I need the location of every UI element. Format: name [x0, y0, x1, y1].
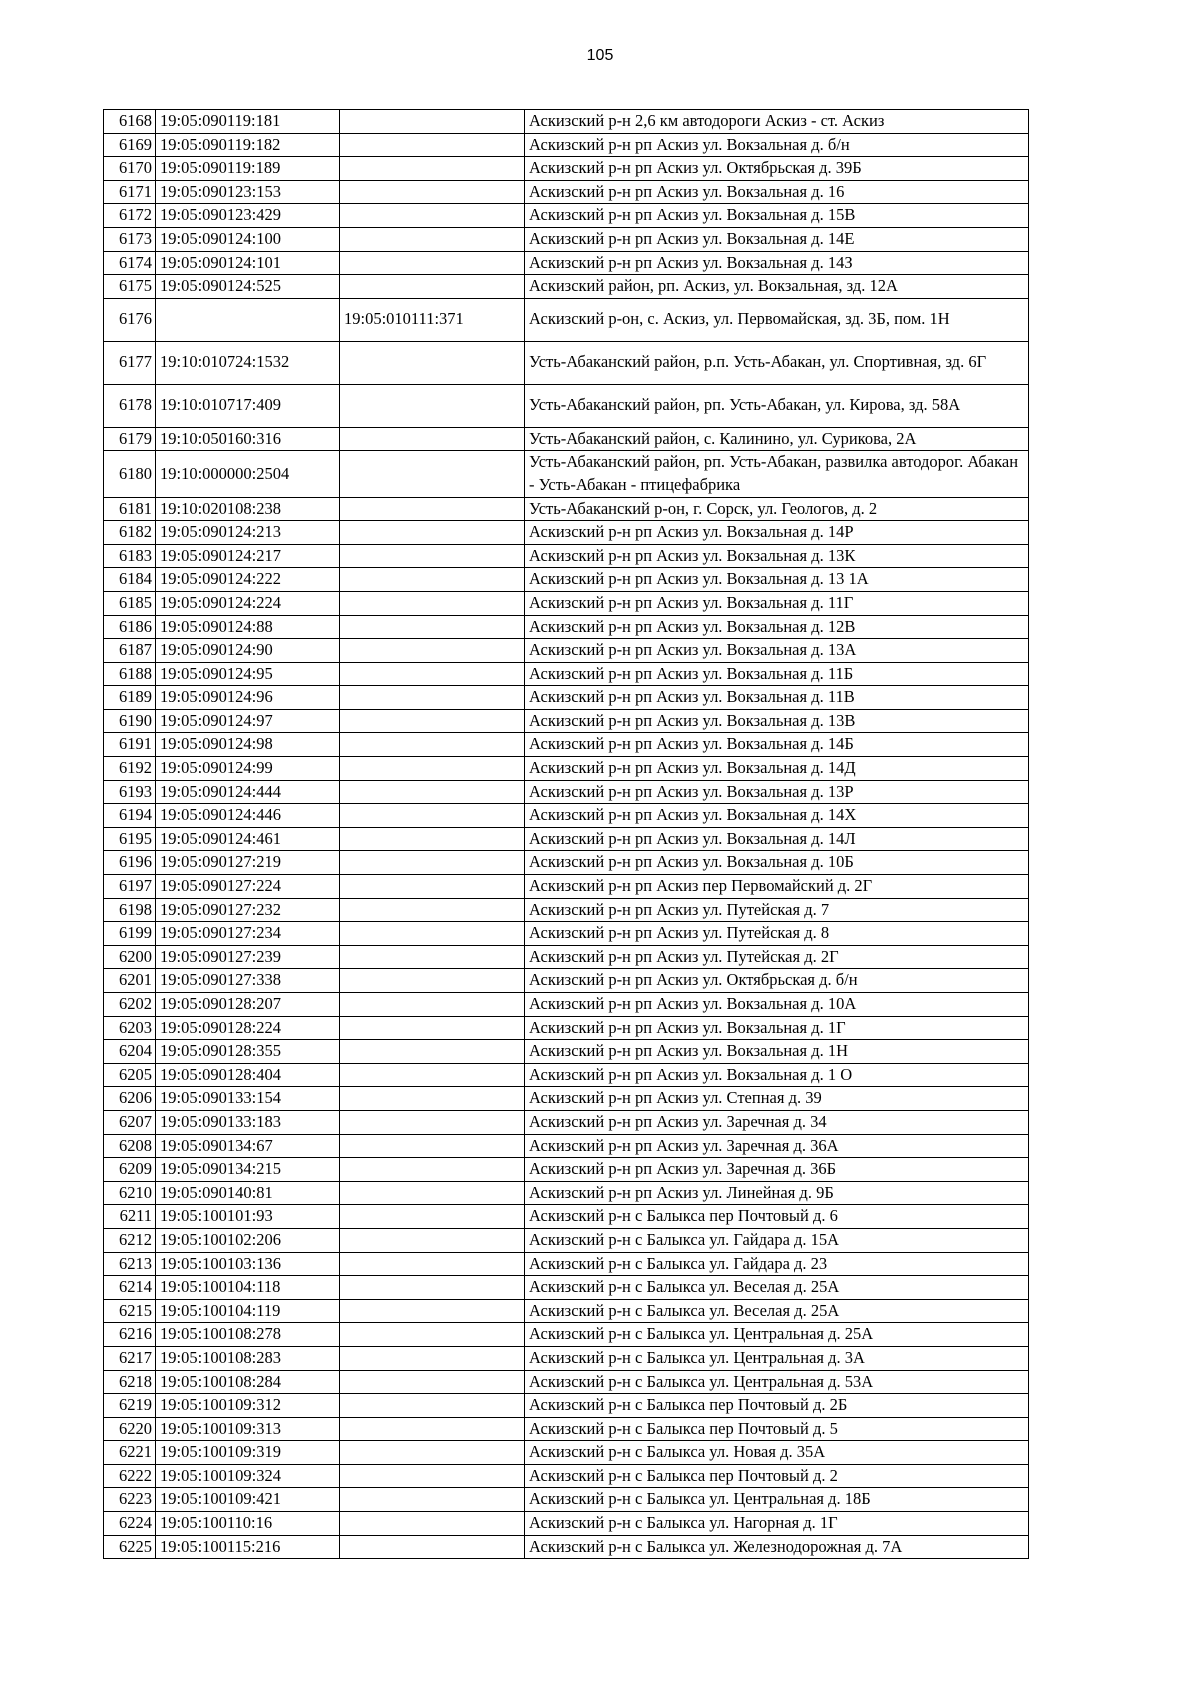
row-number-cell: 6172	[104, 204, 156, 228]
related-cadastral-number-cell	[340, 1512, 525, 1536]
table-row	[104, 1276, 1029, 1300]
table-row	[104, 1134, 1029, 1158]
cadastral-number-cell: 19:05:090133:154	[156, 1087, 340, 1111]
related-cadastral-number-cell	[340, 922, 525, 946]
related-cadastral-number-cell	[340, 1110, 525, 1134]
cadastral-number-cell: 19:05:090127:338	[156, 969, 340, 993]
row-number-cell: 6175	[104, 275, 156, 299]
address-cell: Аскизский р-н рп Аскиз ул. Путейская д. 2Г	[525, 945, 1029, 969]
related-cadastral-number-cell	[340, 180, 525, 204]
cadastral-number-cell: 19:10:050160:316	[156, 427, 340, 451]
related-cadastral-number-cell	[340, 875, 525, 899]
cadastral-number-cell: 19:05:100104:118	[156, 1276, 340, 1300]
row-number-cell: 6209	[104, 1158, 156, 1182]
related-cadastral-number-cell	[340, 427, 525, 451]
address-cell: Аскизский р-н рп Аскиз ул. Вокзальная д. 10Б	[525, 851, 1029, 875]
cadastral-number-cell: 19:05:090124:213	[156, 521, 340, 545]
address-cell: Усть-Абаканский район, рп. Усть-Абакан, ул. Кирова, зд. 58А	[525, 384, 1029, 427]
related-cadastral-number-cell	[340, 521, 525, 545]
related-cadastral-number-cell: 19:05:010111:371	[340, 298, 525, 341]
related-cadastral-number-cell	[340, 993, 525, 1017]
address-cell: Аскизский р-н рп Аскиз ул. Вокзальная д. 15В	[525, 204, 1029, 228]
row-number-cell: 6222	[104, 1464, 156, 1488]
address-cell: Аскизский р-н рп Аскиз ул. Вокзальная д. 13А	[525, 639, 1029, 663]
address-cell: Аскизский р-н рп Аскиз ул. Вокзальная д. 14З	[525, 251, 1029, 275]
row-number-cell: 6193	[104, 780, 156, 804]
table-row	[104, 1016, 1029, 1040]
table-row	[104, 1441, 1029, 1465]
cadastral-number-cell: 19:05:100108:278	[156, 1323, 340, 1347]
table-row	[104, 686, 1029, 710]
address-cell: Усть-Абаканский район, рп. Усть-Абакан, развилка автодорог. Абакан - Усть-Абакан - птицефабрика	[525, 451, 1029, 497]
address-cell: Аскизский р-н рп Аскиз ул. Вокзальная д. 14Б	[525, 733, 1029, 757]
cadastral-number-cell: 19:05:100101:93	[156, 1205, 340, 1229]
address-cell: Аскизский р-н с Балыкса ул. Новая д. 35А	[525, 1441, 1029, 1465]
table-row	[104, 1394, 1029, 1418]
cadastral-number-cell: 19:05:090127:219	[156, 851, 340, 875]
table-row	[104, 993, 1029, 1017]
row-number-cell: 6202	[104, 993, 156, 1017]
cadastral-number-cell: 19:10:010724:1532	[156, 341, 340, 384]
related-cadastral-number-cell	[340, 1441, 525, 1465]
address-cell: Аскизский р-н 2,6 км автодороги Аскиз - ст. Аскиз	[525, 110, 1029, 134]
row-number-cell: 6197	[104, 875, 156, 899]
row-number-cell: 6184	[104, 568, 156, 592]
row-number-cell: 6168	[104, 110, 156, 134]
row-number-cell: 6204	[104, 1040, 156, 1064]
cadastral-number-cell: 19:05:090124:446	[156, 804, 340, 828]
table-row	[104, 341, 1029, 384]
row-number-cell: 6183	[104, 544, 156, 568]
table-row	[104, 384, 1029, 427]
row-number-cell: 6206	[104, 1087, 156, 1111]
table-row	[104, 1252, 1029, 1276]
address-cell: Аскизский р-н с Балыкса ул. Веселая д. 25А	[525, 1276, 1029, 1300]
row-number-cell: 6188	[104, 662, 156, 686]
address-cell: Аскизский р-н рп Аскиз ул. Вокзальная д. 12В	[525, 615, 1029, 639]
table-row	[104, 709, 1029, 733]
row-number-cell: 6225	[104, 1535, 156, 1559]
cadastral-number-cell: 19:05:100109:313	[156, 1417, 340, 1441]
address-cell: Аскизский р-н с Балыкса ул. Гайдара д. 15А	[525, 1228, 1029, 1252]
related-cadastral-number-cell	[340, 1158, 525, 1182]
cadastral-number-cell: 19:05:090140:81	[156, 1181, 340, 1205]
address-cell: Аскизский р-н с Балыкса пер Почтовый д. 5	[525, 1417, 1029, 1441]
related-cadastral-number-cell	[340, 1040, 525, 1064]
related-cadastral-number-cell	[340, 1370, 525, 1394]
row-number-cell: 6177	[104, 341, 156, 384]
related-cadastral-number-cell	[340, 1087, 525, 1111]
row-number-cell: 6180	[104, 451, 156, 497]
row-number-cell: 6208	[104, 1134, 156, 1158]
related-cadastral-number-cell	[340, 341, 525, 384]
cadastral-number-cell: 19:05:090124:101	[156, 251, 340, 275]
table-row	[104, 851, 1029, 875]
row-number-cell: 6212	[104, 1228, 156, 1252]
address-cell: Аскизский р-н с Балыкса ул. Гайдара д. 23	[525, 1252, 1029, 1276]
cadastral-number-cell: 19:05:090124:90	[156, 639, 340, 663]
related-cadastral-number-cell	[340, 568, 525, 592]
related-cadastral-number-cell	[340, 1464, 525, 1488]
row-number-cell: 6215	[104, 1299, 156, 1323]
related-cadastral-number-cell	[340, 1016, 525, 1040]
row-number-cell: 6182	[104, 521, 156, 545]
related-cadastral-number-cell	[340, 497, 525, 521]
cadastral-number-cell: 19:05:090124:97	[156, 709, 340, 733]
row-number-cell: 6203	[104, 1016, 156, 1040]
table-row	[104, 615, 1029, 639]
row-number-cell: 6211	[104, 1205, 156, 1229]
cadastral-number-cell: 19:05:090134:215	[156, 1158, 340, 1182]
row-number-cell: 6220	[104, 1417, 156, 1441]
related-cadastral-number-cell	[340, 110, 525, 134]
address-cell: Аскизский р-н с Балыкса ул. Центральная д. 53А	[525, 1370, 1029, 1394]
cadastral-number-cell	[156, 298, 340, 341]
row-number-cell: 6173	[104, 227, 156, 251]
related-cadastral-number-cell	[340, 1181, 525, 1205]
address-cell: Усть-Абаканский р-он, г. Сорск, ул. Геологов, д. 2	[525, 497, 1029, 521]
row-number-cell: 6214	[104, 1276, 156, 1300]
cadastral-number-cell: 19:05:100109:312	[156, 1394, 340, 1418]
row-number-cell: 6171	[104, 180, 156, 204]
cadastral-number-cell: 19:10:020108:238	[156, 497, 340, 521]
row-number-cell: 6191	[104, 733, 156, 757]
address-cell: Аскизский р-н рп Аскиз ул. Вокзальная д. 14Х	[525, 804, 1029, 828]
table-row	[104, 591, 1029, 615]
row-number-cell: 6201	[104, 969, 156, 993]
cadastral-number-cell: 19:05:090124:100	[156, 227, 340, 251]
address-cell: Аскизский р-н рп Аскиз ул. Вокзальная д. б/н	[525, 133, 1029, 157]
cadastral-number-cell: 19:05:100108:283	[156, 1346, 340, 1370]
related-cadastral-number-cell	[340, 639, 525, 663]
row-number-cell: 6207	[104, 1110, 156, 1134]
table-row	[104, 945, 1029, 969]
table-row	[104, 922, 1029, 946]
row-number-cell: 6205	[104, 1063, 156, 1087]
table-row	[104, 110, 1029, 134]
related-cadastral-number-cell	[340, 133, 525, 157]
related-cadastral-number-cell	[340, 1535, 525, 1559]
table-row	[104, 780, 1029, 804]
related-cadastral-number-cell	[340, 1205, 525, 1229]
related-cadastral-number-cell	[340, 804, 525, 828]
table-row	[104, 1464, 1029, 1488]
cadastral-number-cell: 19:05:090124:224	[156, 591, 340, 615]
address-cell: Аскизский р-н рп Аскиз ул. Вокзальная д. 13 1А	[525, 568, 1029, 592]
row-number-cell: 6194	[104, 804, 156, 828]
related-cadastral-number-cell	[340, 686, 525, 710]
row-number-cell: 6186	[104, 615, 156, 639]
address-cell: Аскизский р-н рп Аскиз ул. Заречная д. 36А	[525, 1134, 1029, 1158]
table-row	[104, 568, 1029, 592]
row-number-cell: 6181	[104, 497, 156, 521]
address-cell: Аскизский р-н рп Аскиз ул. Вокзальная д. 13В	[525, 709, 1029, 733]
table-row	[104, 1158, 1029, 1182]
related-cadastral-number-cell	[340, 898, 525, 922]
cadastral-number-cell: 19:05:100102:206	[156, 1228, 340, 1252]
table-row	[104, 1110, 1029, 1134]
cadastral-number-cell: 19:10:000000:2504	[156, 451, 340, 497]
table-row	[104, 204, 1029, 228]
cadastral-number-cell: 19:05:100110:16	[156, 1512, 340, 1536]
table-row	[104, 1535, 1029, 1559]
table-row	[104, 733, 1029, 757]
address-cell: Аскизский р-н с Балыкса пер Почтовый д. 6	[525, 1205, 1029, 1229]
cadastral-number-cell: 19:05:090128:355	[156, 1040, 340, 1064]
related-cadastral-number-cell	[340, 1228, 525, 1252]
cadastral-number-cell: 19:05:090133:183	[156, 1110, 340, 1134]
table-row	[104, 1228, 1029, 1252]
row-number-cell: 6192	[104, 757, 156, 781]
row-number-cell: 6217	[104, 1346, 156, 1370]
address-cell: Аскизский р-н рп Аскиз ул. Степная д. 39	[525, 1087, 1029, 1111]
cadastral-number-cell: 19:05:090124:98	[156, 733, 340, 757]
address-cell: Аскизский р-н рп Аскиз ул. Линейная д. 9Б	[525, 1181, 1029, 1205]
cadastral-number-cell: 19:05:090124:444	[156, 780, 340, 804]
table-row	[104, 1417, 1029, 1441]
address-cell: Аскизский район, рп. Аскиз, ул. Вокзальная, зд. 12А	[525, 275, 1029, 299]
row-number-cell: 6190	[104, 709, 156, 733]
table-row	[104, 180, 1029, 204]
table-row	[104, 1370, 1029, 1394]
row-number-cell: 6185	[104, 591, 156, 615]
address-cell: Усть-Абаканский район, р.п. Усть-Абакан, ул. Спортивная, зд. 6Г	[525, 341, 1029, 384]
cadastral-number-cell: 19:10:010717:409	[156, 384, 340, 427]
table-row	[104, 133, 1029, 157]
related-cadastral-number-cell	[340, 591, 525, 615]
address-cell: Аскизский р-н рп Аскиз ул. Вокзальная д. 14Р	[525, 521, 1029, 545]
row-number-cell: 6210	[104, 1181, 156, 1205]
table-row	[104, 1205, 1029, 1229]
related-cadastral-number-cell	[340, 1134, 525, 1158]
cadastral-number-cell: 19:05:090123:153	[156, 180, 340, 204]
table-row	[104, 898, 1029, 922]
related-cadastral-number-cell	[340, 1299, 525, 1323]
row-number-cell: 6218	[104, 1370, 156, 1394]
cadastral-number-cell: 19:05:090124:222	[156, 568, 340, 592]
related-cadastral-number-cell	[340, 945, 525, 969]
cadastral-number-cell: 19:05:090134:67	[156, 1134, 340, 1158]
related-cadastral-number-cell	[340, 1276, 525, 1300]
cadastral-number-cell: 19:05:090128:224	[156, 1016, 340, 1040]
address-cell: Аскизский р-н рп Аскиз ул. Октябрьская д. б/н	[525, 969, 1029, 993]
cadastral-number-cell: 19:05:090127:234	[156, 922, 340, 946]
row-number-cell: 6223	[104, 1488, 156, 1512]
row-number-cell: 6174	[104, 251, 156, 275]
address-cell: Аскизский р-н рп Аскиз ул. Путейская д. 8	[525, 922, 1029, 946]
row-number-cell: 6178	[104, 384, 156, 427]
table-row	[104, 451, 1029, 497]
row-number-cell: 6224	[104, 1512, 156, 1536]
related-cadastral-number-cell	[340, 1417, 525, 1441]
row-number-cell: 6179	[104, 427, 156, 451]
table-row	[104, 251, 1029, 275]
table-row	[104, 1181, 1029, 1205]
address-cell: Аскизский р-н рп Аскиз ул. Заречная д. 34	[525, 1110, 1029, 1134]
table-row	[104, 227, 1029, 251]
row-number-cell: 6170	[104, 157, 156, 181]
table-row	[104, 1323, 1029, 1347]
address-cell: Аскизский р-н рп Аскиз ул. Вокзальная д. 11Г	[525, 591, 1029, 615]
related-cadastral-number-cell	[340, 709, 525, 733]
related-cadastral-number-cell	[340, 1394, 525, 1418]
table-row	[104, 757, 1029, 781]
related-cadastral-number-cell	[340, 757, 525, 781]
related-cadastral-number-cell	[340, 662, 525, 686]
address-cell: Аскизский р-н с Балыкса пер Почтовый д. 2	[525, 1464, 1029, 1488]
table-row	[104, 275, 1029, 299]
table-row	[104, 521, 1029, 545]
row-number-cell: 6221	[104, 1441, 156, 1465]
related-cadastral-number-cell	[340, 969, 525, 993]
cadastral-number-cell: 19:05:090124:95	[156, 662, 340, 686]
related-cadastral-number-cell	[340, 733, 525, 757]
related-cadastral-number-cell	[340, 1346, 525, 1370]
address-cell: Аскизский р-н с Балыкса ул. Нагорная д. 1Г	[525, 1512, 1029, 1536]
row-number-cell: 6199	[104, 922, 156, 946]
related-cadastral-number-cell	[340, 204, 525, 228]
address-cell: Аскизский р-н с Балыкса ул. Центральная д. 18Б	[525, 1488, 1029, 1512]
related-cadastral-number-cell	[340, 157, 525, 181]
page-number: 105	[586, 47, 614, 64]
address-cell: Аскизский р-н с Балыкса ул. Центральная д. 3А	[525, 1346, 1029, 1370]
row-number-cell: 6176	[104, 298, 156, 341]
cadastral-number-cell: 19:05:090124:88	[156, 615, 340, 639]
cadastral-number-cell: 19:05:100115:216	[156, 1535, 340, 1559]
row-number-cell: 6219	[104, 1394, 156, 1418]
registry-table-body	[104, 110, 1029, 1559]
address-cell: Аскизский р-н с Балыкса ул. Железнодорожная д. 7А	[525, 1535, 1029, 1559]
address-cell: Аскизский р-н рп Аскиз ул. Вокзальная д. 11Б	[525, 662, 1029, 686]
related-cadastral-number-cell	[340, 451, 525, 497]
table-row	[104, 827, 1029, 851]
row-number-cell: 6213	[104, 1252, 156, 1276]
cadastral-number-cell: 19:05:100109:319	[156, 1441, 340, 1465]
table-row	[104, 427, 1029, 451]
table-row	[104, 1040, 1029, 1064]
related-cadastral-number-cell	[340, 615, 525, 639]
row-number-cell: 6198	[104, 898, 156, 922]
cadastral-number-cell: 19:05:100108:284	[156, 1370, 340, 1394]
related-cadastral-number-cell	[340, 1252, 525, 1276]
address-cell: Усть-Абаканский район, с. Калинино, ул. Сурикова, 2А	[525, 427, 1029, 451]
table-row	[104, 544, 1029, 568]
cadastral-number-cell: 19:05:100103:136	[156, 1252, 340, 1276]
cadastral-number-cell: 19:05:090124:99	[156, 757, 340, 781]
table-row	[104, 1063, 1029, 1087]
row-number-cell: 6169	[104, 133, 156, 157]
row-number-cell: 6200	[104, 945, 156, 969]
address-cell: Аскизский р-н рп Аскиз ул. Вокзальная д. 1Н	[525, 1040, 1029, 1064]
cadastral-number-cell: 19:05:090127:239	[156, 945, 340, 969]
table-row	[104, 298, 1029, 341]
address-cell: Аскизский р-н рп Аскиз ул. Заречная д. 36Б	[525, 1158, 1029, 1182]
cadastral-number-cell: 19:05:100104:119	[156, 1299, 340, 1323]
table-row	[104, 1488, 1029, 1512]
table-row	[104, 875, 1029, 899]
address-cell: Аскизский р-н рп Аскиз ул. Октябрьская д. 39Б	[525, 157, 1029, 181]
cadastral-number-cell: 19:05:090127:232	[156, 898, 340, 922]
table-row	[104, 497, 1029, 521]
address-cell: Аскизский р-н рп Аскиз ул. Вокзальная д. 16	[525, 180, 1029, 204]
cadastral-number-cell: 19:05:090128:404	[156, 1063, 340, 1087]
cadastral-number-cell: 19:05:090123:429	[156, 204, 340, 228]
table-row	[104, 639, 1029, 663]
address-cell: Аскизский р-н рп Аскиз ул. Вокзальная д. 14Л	[525, 827, 1029, 851]
address-cell: Аскизский р-н рп Аскиз ул. Путейская д. 7	[525, 898, 1029, 922]
table-row	[104, 1346, 1029, 1370]
related-cadastral-number-cell	[340, 275, 525, 299]
address-cell: Аскизский р-н рп Аскиз ул. Вокзальная д. 1Г	[525, 1016, 1029, 1040]
table-row	[104, 804, 1029, 828]
row-number-cell: 6187	[104, 639, 156, 663]
cadastral-number-cell: 19:05:090124:96	[156, 686, 340, 710]
related-cadastral-number-cell	[340, 384, 525, 427]
table-row	[104, 1299, 1029, 1323]
row-number-cell: 6216	[104, 1323, 156, 1347]
cadastral-number-cell: 19:05:090124:461	[156, 827, 340, 851]
address-cell: Аскизский р-н рп Аскиз ул. Вокзальная д. 1 О	[525, 1063, 1029, 1087]
address-cell: Аскизский р-н рп Аскиз ул. Вокзальная д. 11В	[525, 686, 1029, 710]
table-row	[104, 1087, 1029, 1111]
address-cell: Аскизский р-н с Балыкса ул. Центральная д. 25А	[525, 1323, 1029, 1347]
related-cadastral-number-cell	[340, 780, 525, 804]
address-cell: Аскизский р-н рп Аскиз пер Первомайский д. 2Г	[525, 875, 1029, 899]
related-cadastral-number-cell	[340, 1063, 525, 1087]
related-cadastral-number-cell	[340, 851, 525, 875]
cadastral-number-cell: 19:05:090119:181	[156, 110, 340, 134]
address-cell: Аскизский р-н рп Аскиз ул. Вокзальная д. 10А	[525, 993, 1029, 1017]
row-number-cell: 6189	[104, 686, 156, 710]
table-row	[104, 157, 1029, 181]
cadastral-number-cell: 19:05:090124:217	[156, 544, 340, 568]
related-cadastral-number-cell	[340, 227, 525, 251]
registry-table	[103, 109, 1029, 1559]
address-cell: Аскизский р-н рп Аскиз ул. Вокзальная д. 14Д	[525, 757, 1029, 781]
cadastral-number-cell: 19:05:090119:182	[156, 133, 340, 157]
cadastral-number-cell: 19:05:090124:525	[156, 275, 340, 299]
row-number-cell: 6196	[104, 851, 156, 875]
related-cadastral-number-cell	[340, 544, 525, 568]
table-row	[104, 662, 1029, 686]
address-cell: Аскизский р-он, с. Аскиз, ул. Первомайская, зд. 3Б, пом. 1Н	[525, 298, 1029, 341]
related-cadastral-number-cell	[340, 827, 525, 851]
address-cell: Аскизский р-н с Балыкса ул. Веселая д. 25А	[525, 1299, 1029, 1323]
address-cell: Аскизский р-н рп Аскиз ул. Вокзальная д. 13К	[525, 544, 1029, 568]
cadastral-number-cell: 19:05:090119:189	[156, 157, 340, 181]
address-cell: Аскизский р-н рп Аскиз ул. Вокзальная д. 13Р	[525, 780, 1029, 804]
cadastral-number-cell: 19:05:090128:207	[156, 993, 340, 1017]
related-cadastral-number-cell	[340, 1323, 525, 1347]
address-cell: Аскизский р-н с Балыкса пер Почтовый д. 2Б	[525, 1394, 1029, 1418]
table-row	[104, 969, 1029, 993]
cadastral-number-cell: 19:05:090127:224	[156, 875, 340, 899]
related-cadastral-number-cell	[340, 251, 525, 275]
table-row	[104, 1512, 1029, 1536]
cadastral-number-cell: 19:05:100109:324	[156, 1464, 340, 1488]
address-cell: Аскизский р-н рп Аскиз ул. Вокзальная д. 14Е	[525, 227, 1029, 251]
related-cadastral-number-cell	[340, 1488, 525, 1512]
cadastral-number-cell: 19:05:100109:421	[156, 1488, 340, 1512]
row-number-cell: 6195	[104, 827, 156, 851]
